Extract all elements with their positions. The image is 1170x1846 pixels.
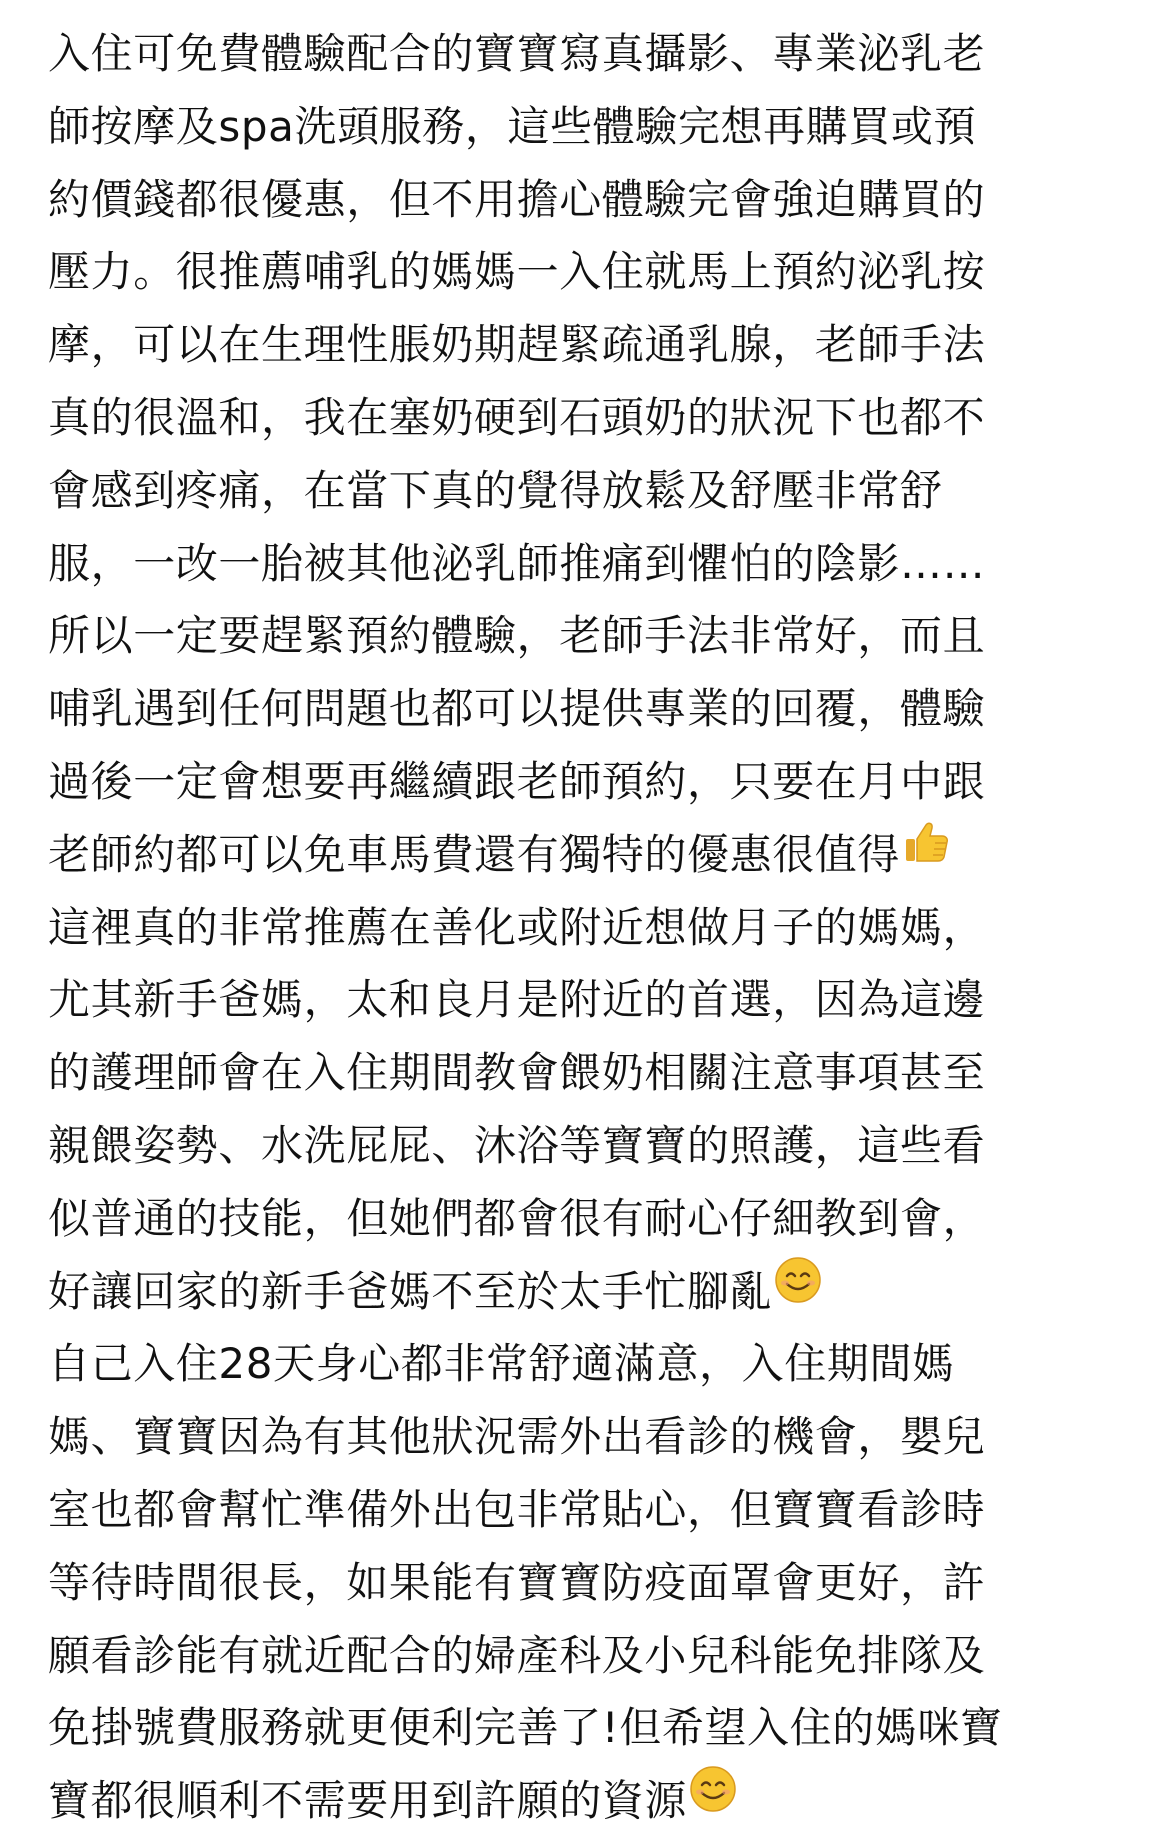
review-line: [48, 382, 1140, 455]
review-line-text: 老師約都可以免車馬費還有獨特的優惠很值得: [48, 829, 901, 879]
review-line: [48, 455, 1140, 528]
review-line: [48, 236, 1140, 309]
review-line-text: 師按摩及spa洗頭服務，這些體驗完想再購買或預: [48, 101, 977, 151]
review-line: [48, 1692, 1140, 1765]
review-line: [48, 1110, 1140, 1183]
review-line: [48, 1256, 1140, 1329]
review-line: [48, 1401, 1140, 1474]
review-line-text: 尤其新手爸媽，太和良月是附近的首選，因為這邊: [48, 975, 986, 1025]
thumbs-up-icon: [902, 817, 952, 890]
review-line: [48, 819, 1140, 892]
review-line: [48, 91, 1140, 164]
review-line-text: 所以一定要趕緊預約體驗，老師手法非常好，而且: [48, 611, 986, 661]
review-line-text: 願看診能有就近配合的婦產科及小兒科能免排隊及: [48, 1630, 986, 1680]
review-line: [48, 1037, 1140, 1110]
review-line: [48, 1474, 1140, 1547]
review-line-text: 服，一改一胎被其他泌乳師推痛到懼怕的陰影……: [48, 538, 986, 588]
review-line-text: 室也都會幫忙準備外出包非常貼心，但寶寶看診時: [48, 1484, 986, 1534]
review-line: [48, 1620, 1140, 1693]
review-line-text: 好讓回家的新手爸媽不至於太手忙腳亂: [48, 1266, 773, 1316]
review-line-text: 等待時間很長，如果能有寶寶防疫面罩會更好，許: [48, 1557, 986, 1607]
review-line-text: 親餵姿勢、水洗屁屁、沐浴等寶寶的照護，這些看: [48, 1120, 986, 1170]
review-line-text: 這裡真的非常推薦在善化或附近想做月子的媽媽，: [48, 902, 986, 952]
review-line: [48, 1547, 1140, 1620]
review-line-text: 媽、寶寶因為有其他狀況需外出看診的機會，嬰兒: [48, 1412, 986, 1462]
review-line: [48, 673, 1140, 746]
review-line: [48, 600, 1140, 673]
review-line-text: 的護理師會在入住期間教會餵奶相關注意事項甚至: [48, 1048, 986, 1098]
review-line-text: 會感到疼痛，在當下真的覺得放鬆及舒壓非常舒: [48, 465, 943, 515]
review-line-text: 入住可免費體驗配合的寶寶寫真攝影、專業泌乳老: [48, 29, 986, 78]
review-line: [48, 1183, 1140, 1256]
review-line: [48, 746, 1140, 819]
smiling-face-icon: [689, 1763, 737, 1836]
review-line-text: 過後一定會想要再繼續跟老師預約，只要在月中跟: [48, 756, 986, 806]
review-line: [48, 1765, 1140, 1838]
smiling-face-icon: [774, 1254, 822, 1327]
review-line: [48, 164, 1140, 237]
review-line: [48, 1328, 1140, 1401]
review-line-text: 約價錢都很優惠，但不用擔心體驗完會強迫購買的: [48, 174, 986, 224]
review-line-text: 自己入住28天身心都非常舒適滿意，入住期間媽: [48, 1339, 955, 1389]
review-line: [48, 892, 1140, 965]
review-line: [48, 18, 1140, 91]
review-line-text: 免掛號費服務就更便利完善了!但希望入住的媽咪寶: [48, 1703, 1003, 1753]
review-line-text: 似普通的技能，但她們都會很有耐心仔細教到會，: [48, 1193, 986, 1243]
review-line: [48, 528, 1140, 601]
review-line-text: 寶都很順利不需要用到許願的資源: [48, 1776, 688, 1826]
review-line: [48, 964, 1140, 1037]
review-line-text: 摩，可以在生理性脹奶期趕緊疏通乳腺，老師手法: [48, 320, 986, 370]
review-line-text: 真的很溫和，我在塞奶硬到石頭奶的狀況下也都不: [48, 392, 986, 442]
review-line-text: 哺乳遇到任何問題也都可以提供專業的回覆，體驗: [48, 684, 986, 734]
review-line: [48, 309, 1140, 382]
review-line-text: 壓力。很推薦哺乳的媽媽一入住就馬上預約泌乳按: [48, 247, 986, 297]
